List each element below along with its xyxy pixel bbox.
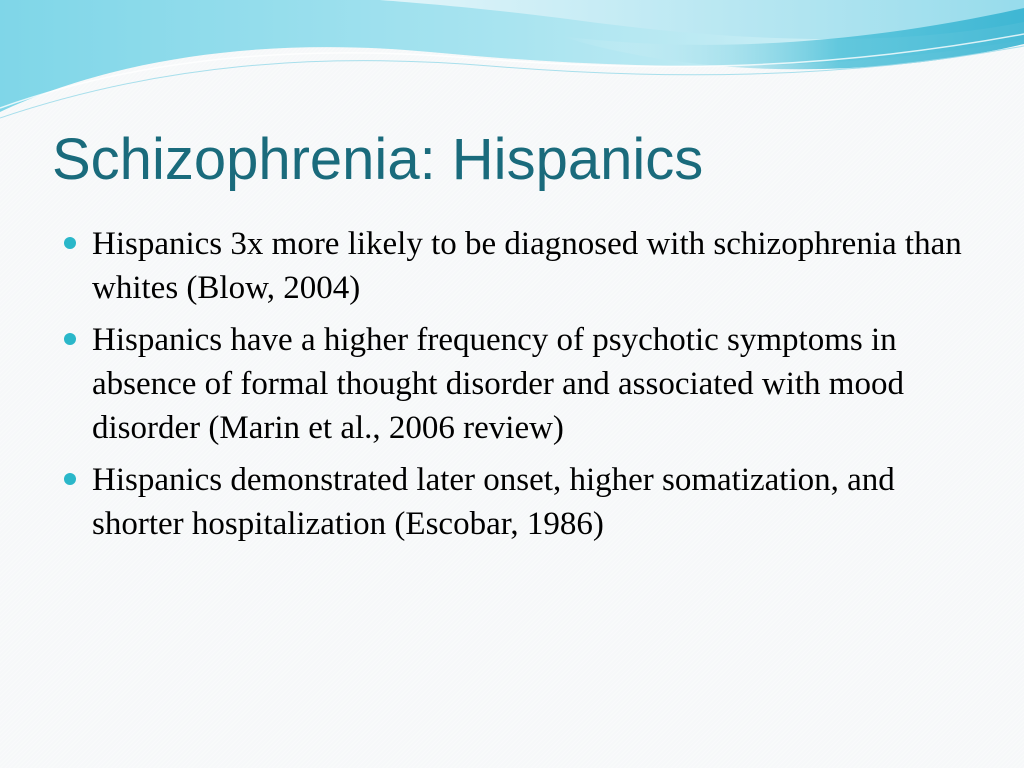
slide-title: Schizophrenia: Hispanics	[52, 127, 704, 192]
bullet-item	[62, 458, 962, 546]
bullet-dot-icon	[64, 473, 76, 485]
bullet-list	[62, 222, 962, 554]
bullet-item	[62, 318, 962, 450]
header-wave-decoration	[0, 0, 1024, 130]
bullet-text: Hispanics demonstrated later onset, higher somatization, and shorter hospitalization (Escobar, 1986)	[92, 462, 895, 542]
bullet-item	[62, 222, 962, 310]
bullet-dot-icon	[64, 333, 76, 345]
bullet-dot-icon	[64, 237, 76, 249]
bullet-text: Hispanics 3x more likely to be diagnosed with schizophrenia than whites (Blow, 2004)	[92, 226, 962, 306]
bullet-text: Hispanics have a higher frequency of psychotic symptoms in absence of formal thought disorder and associated with mood disorder (Marin et al., 2006 review)	[92, 322, 904, 446]
